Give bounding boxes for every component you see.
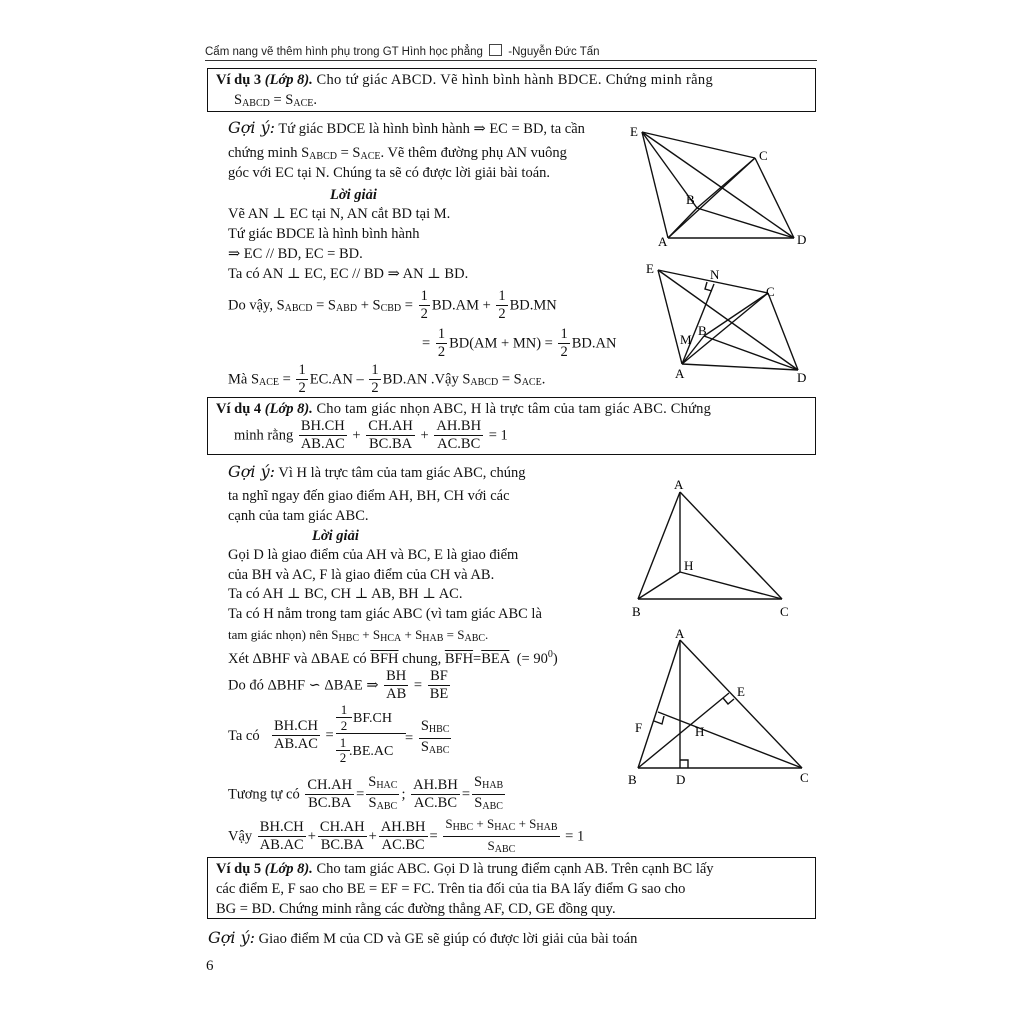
- example-4-solution-line: Ta có H nằm trong tam giác ABC (vì tam giác ABC là: [228, 606, 542, 622]
- example-3-solution-line: Tứ giác BDCE là hình bình hành: [228, 226, 420, 242]
- point-label-d: D: [797, 370, 807, 385]
- example-3-solution-title: Lời giải: [330, 187, 377, 203]
- point-label-e: E: [737, 684, 745, 699]
- fraction: $\frac{CH.AH}{BC.BA}$: [368, 418, 413, 452]
- fraction: $\frac{BH.CH}{AB.AC}$: [259, 819, 304, 853]
- point-label-a: A: [658, 234, 668, 249]
- example-4-hint-line: cạnh của tam giác ABC.: [228, 508, 369, 524]
- altitude-be: [638, 693, 729, 768]
- point-label-a: A: [675, 626, 685, 641]
- example-4-conclusion-line: Vậy $\frac{BH.CH}{AB.AC}$ + $\frac{CH.AH}{BC.BA}$ + $\frac{AH.BH}{AC.BC}$ = $\frac{S_{HBC} + S_{HAC} + S_{HAB}}{S_{ABC}}$ = 1: [228, 815, 584, 858]
- example-5-problem-line-1: Ví dụ 5 (Lớp 8). Cho tam giác ABC. Gọi D là trung điểm cạnh AB. Trên cạnh BC lấy: [216, 861, 714, 877]
- fraction: $\frac{1}{2}$: [560, 326, 568, 360]
- example-5-problem-line-3: BG = BD. Chứng minh rằng các đường thẳng AF, CD, GE đồng quy.: [216, 901, 616, 917]
- segment-ab: [638, 492, 680, 599]
- point-label-b: B: [628, 772, 637, 787]
- point-label-h: H: [695, 724, 705, 739]
- example-4-ratio-label: Ta có: [228, 728, 260, 744]
- fraction: $\frac{CH.AH}{BC.BA}$: [319, 819, 365, 853]
- point-label-c: C: [766, 284, 775, 299]
- segment-ab: [638, 640, 680, 768]
- segment-da: [682, 364, 798, 370]
- book-logo-icon: [489, 44, 502, 56]
- fraction: $\frac{CH.AH}{BC.BA}$: [307, 777, 353, 811]
- figure-altitude-an: [640, 258, 820, 388]
- point-label-e: E: [646, 261, 654, 276]
- right-angle-mark-f: [654, 716, 664, 724]
- example-4-hint-line-1: Gợi ý: Vì H là trực tâm của tam giác ABC, chúng: [228, 462, 526, 481]
- point-label-e: E: [630, 124, 638, 139]
- segment-bh: [638, 572, 680, 599]
- segment-bd: [704, 336, 798, 370]
- segment-ac: [680, 492, 782, 599]
- example-5-hint-line: Gợi ý: Giao điểm M của CD và GE sẽ giúp có được lời giải của bài toán: [208, 928, 638, 947]
- fraction: $\frac{AH.BH}{AC.BC}$: [413, 777, 458, 811]
- header-divider: [205, 60, 817, 61]
- segment-bd: [697, 208, 794, 238]
- point-label-d: D: [797, 232, 807, 247]
- fraction: $\frac{AH.BH}{AC.BC}$: [380, 819, 426, 853]
- segment-ac: [680, 640, 802, 768]
- example-4-hint-line: ta nghĩ ngay đến giao điểm AH, BH, CH với các: [228, 488, 510, 504]
- point-label-n: N: [710, 267, 720, 282]
- example-4-solution-line: của BH và AC, F là giao điểm của CH và AB.: [228, 567, 495, 583]
- example-4-area-sum-line: tam giác nhọn) nên $S_{HBC} + S_{HCA} + S_{HAB} = S_{ABC}$.: [228, 627, 489, 644]
- header-title: Cẩm nang vẽ thêm hình phụ trong GT Hình học phẳng: [205, 46, 483, 58]
- example-3-hint-line-1: Gợi ý: Tứ giác BDCE là hình bình hành ⇒ EC = BD, ta cần: [228, 118, 585, 137]
- example-3-solution-line: Ta có AN ⊥ EC, EC // BD ⇒ AN ⊥ BD.: [228, 266, 469, 282]
- example-3-problem-text: Cho tứ giác ABCD. Vẽ hình bình hành BDCE. Chứng minh rằng: [316, 72, 714, 88]
- example-3-solution-line: ⇒ EC // BD, EC = BD.: [228, 246, 363, 262]
- fraction: $\frac{AH.BH}{AC.BC}$: [436, 418, 482, 452]
- example-3-hint-line-2: chứng minh $S_{ABCD} = S_{ACE}$. Vẽ thêm đường phụ AN vuông: [228, 145, 567, 162]
- fraction: $\frac{S_{HBC} + S_{HAC} + S_{HAB}}{S_{ABC}}$: [445, 816, 558, 855]
- point-label-m: M: [680, 332, 692, 347]
- point-label-c: C: [780, 604, 789, 619]
- example-3-hint-line-3: góc với EC tại N. Chúng ta sẽ có được lời giải bài toán.: [228, 165, 551, 181]
- fraction: $\frac{1}{2}$: [437, 326, 446, 360]
- running-header: [205, 44, 817, 58]
- example-4-similar-line: Do đó ΔBHF ∽ ΔBAE ⇒ $\frac{BH}{AB}$ = $\frac{BF}{BE}$: [228, 668, 449, 702]
- fraction: $\frac{S_{HBC}}{S_{ABC}}$: [420, 718, 450, 756]
- point-label-b: B: [632, 604, 641, 619]
- segment-ch: [680, 572, 782, 599]
- example-5-problem-line-2: các điểm E, F sao cho BE = EF = FC. Trên tia đối của tia BA lấy điểm G sao cho: [216, 881, 686, 897]
- example-4-problem-line-1: Ví dụ 4 (Lớp 8). Cho tam giác nhọn ABC, H là trực tâm của tam giác ABC. Chứng: [216, 401, 712, 417]
- fraction: $\frac{BH.CH}{AB.AC}$: [274, 718, 318, 752]
- fraction: $\frac{S_{HAC}}{S_{ABC}}$: [368, 774, 398, 812]
- example-3-title: Ví dụ 3: [216, 72, 262, 88]
- segment-bc: [697, 158, 755, 208]
- example-4-grade: (Lớp 8).: [264, 401, 313, 417]
- example-5-grade: (Lớp 8).: [264, 861, 313, 877]
- example-4-angle-line: Xét ΔBHF và ΔBAE có $\overline{BFH}$ chung, $\overline{BFH}=\overline{BEA}$ (= $90^0$): [228, 649, 558, 667]
- point-label-a: A: [675, 366, 685, 381]
- right-angle-mark-n: [705, 282, 712, 291]
- fraction: $\frac{1}{2}$: [498, 288, 506, 322]
- example-4-title: Ví dụ 4: [216, 401, 262, 417]
- fraction: $\frac{BH}{AB}$: [386, 668, 407, 702]
- point-label-f: F: [635, 720, 643, 735]
- example-4-ratio-left: $\frac{BH.CH}{AB.AC}$ =: [274, 718, 334, 752]
- figure-triangle-altitudes: [622, 626, 817, 791]
- segment-cd: [755, 158, 794, 238]
- point-label-h: H: [684, 558, 694, 573]
- point-label-d: D: [676, 772, 686, 787]
- hint-label: Gợi ý:: [228, 118, 276, 137]
- hint-label: Gợi ý:: [228, 462, 276, 481]
- figure-quadrilateral-abcd: [622, 120, 822, 250]
- example-4-solution-title: Lời giải: [312, 528, 359, 544]
- example-3-solution-line: Vẽ AN ⊥ EC tại N, AN cắt BD tại M.: [228, 206, 451, 222]
- example-4-solution-line: Ta có AH ⊥ BC, CH ⊥ AB, BH ⊥ AC.: [228, 586, 463, 602]
- example-3-grade: (Lớp 8).: [264, 72, 313, 88]
- point-label-b: B: [686, 192, 695, 207]
- fraction: $\frac{BH.CH}{AB.AC}$: [300, 418, 345, 452]
- fraction: $\frac{S_{HAB}}{S_{ABC}}$: [474, 774, 504, 812]
- point-label-c: C: [800, 770, 809, 785]
- fraction: $\frac{1}{2}$: [298, 362, 306, 396]
- segment-ac: [682, 293, 768, 364]
- segment-ec: [642, 132, 755, 158]
- point-label-c: C: [759, 148, 768, 163]
- fraction: $\frac{1}{2}$: [420, 288, 428, 322]
- point-label-b: B: [698, 323, 707, 338]
- example-3-area-equal-line: = $\frac{1}{2}$ BD(AM + MN) = $\frac{1}{2}$ BD.AN: [422, 326, 617, 360]
- right-angle-mark-d: [680, 760, 688, 768]
- fraction: $\frac{1}{2}$: [371, 362, 379, 396]
- example-5-title: Ví dụ 5: [216, 861, 262, 877]
- example-4-similarly-line: Tương tự có $\frac{CH.AH}{BC.BA}$ = $\frac{S_{HAC}}{S_{ABC}}$ ; $\frac{AH.BH}{AC.BC}$ = $\frac{S_{HAB}}{S_{ABC}}$: [228, 774, 507, 815]
- example-4-nested-fraction: 1 2 BF.CH 1 2 .BE.AC: [336, 702, 406, 764]
- example-4-solution-line: Gọi D là giao điểm của AH và BC, E là giao điểm: [228, 547, 519, 563]
- header-author: -Nguyễn Đức Tấn: [508, 46, 600, 58]
- example-4-ratio-right: = $\frac{S_{HBC}}{S_{ABC}}$: [405, 718, 453, 759]
- segment-bc: [704, 293, 768, 336]
- figure-triangle-orthocenter: [622, 474, 812, 624]
- hint-label: Gợi ý:: [208, 928, 256, 947]
- page-number: 6: [206, 958, 214, 974]
- point-label-a: A: [674, 477, 684, 492]
- example-3-conclusion-line: Mà $S_{ACE}$ = $\frac{1}{2}$ EC.AN – $\frac{1}{2}$ BD.AN .Vậy $S_{ABCD} = S_{ACE}$.: [228, 362, 546, 396]
- example-4-problem-line-2: minh rằng $\frac{BH.CH}{AB.AC}$ + $\frac{CH.AH}{BC.BA}$ + $\frac{AH.BH}{AC.BC}$ = 1: [234, 418, 508, 452]
- fraction: $\frac{BF}{BE}$: [429, 668, 449, 702]
- example-3-problem-line-1: [216, 70, 713, 90]
- example-3-area-sum-line: Do vậy, $S_{ABCD} = S_{ABD} + S_{CBD}$ = $\frac{1}{2}$ BD.AM + $\frac{1}{2}$ BD.MN: [228, 288, 557, 322]
- example-3-problem-line-2: $S_{ABCD} = S_{ACE}$.: [234, 92, 317, 109]
- right-angle-mark-e: [723, 698, 734, 704]
